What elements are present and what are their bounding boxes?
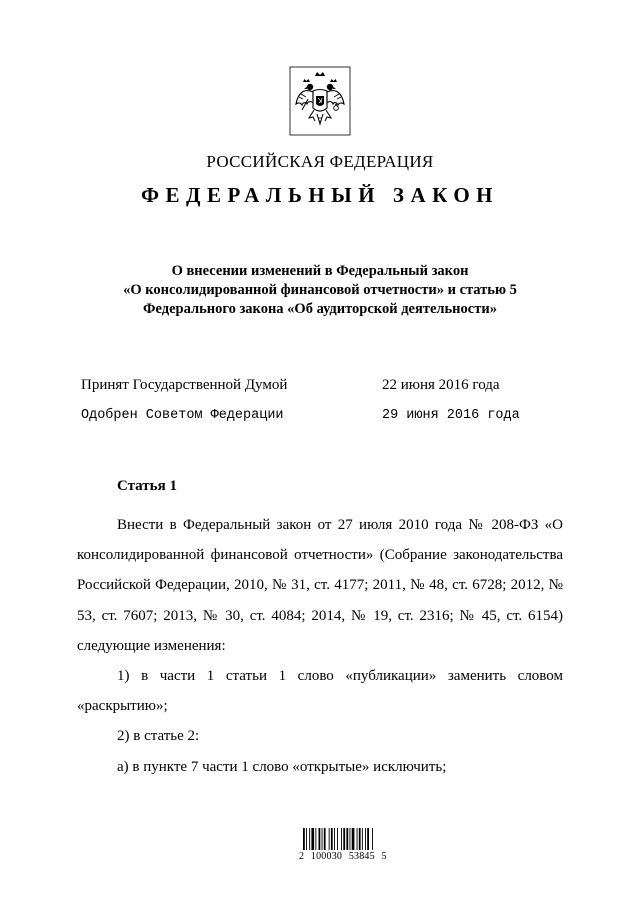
article-paragraph: 2) в статье 2: — [117, 728, 200, 745]
article-body — [77, 510, 563, 782]
barcode-digit-group: 100030 — [310, 851, 343, 862]
barcode-digit-group: 5 — [381, 851, 387, 862]
law-title — [0, 262, 640, 319]
title-line: О внесении изменений в Федеральный закон — [171, 263, 469, 279]
article-heading: Статья 1 — [117, 478, 177, 494]
barcode-icon — [303, 828, 385, 850]
title-line: «О консолидированной финансовой отчетности» и статью 5 — [123, 282, 517, 298]
article-paragraph: 1) в части 1 статьи 1 слово «публикации» заменить словом «раскрытию»; — [77, 668, 563, 715]
approved-date: 29 июня 2016 года — [382, 408, 520, 423]
article-paragraph: а) в пункте 7 части 1 слово «открытые» исключить; — [117, 758, 447, 775]
article-paragraph: Внести в Федеральный закон от 27 июля 2010 года № 208-ФЗ «О консолидированной финансовой отчетности» (Собрание законодательства Российской Федерации, 2010, № 31, ст. 4177; 2011, № 48, ст. 6728; 2012, № 53, ст. 7607; 2013, № 30, ст. 4084; 2014, № 19, ст. 2316; № 45, ст. 6154) следующие изменения: — [77, 517, 563, 654]
approved-by-council-label: Одобрен Советом Федерации — [81, 408, 284, 423]
barcode-number — [299, 851, 391, 862]
title-line: Федерального закона «Об аудиторской деятельности» — [143, 301, 497, 317]
coat-of-arms-emblem — [289, 66, 351, 136]
adopted-date: 22 июня 2016 года — [382, 377, 500, 393]
adopted-by-duma-label: Принят Государственной Думой — [81, 377, 288, 393]
country-name: РОССИЙСКАЯ ФЕДЕРАЦИЯ — [206, 152, 434, 171]
barcode-digit-group: 2 — [299, 851, 305, 862]
document-type: ФЕДЕРАЛЬНЫЙ ЗАКОН — [141, 183, 499, 207]
barcode-digit-group: 53845 — [348, 851, 375, 862]
